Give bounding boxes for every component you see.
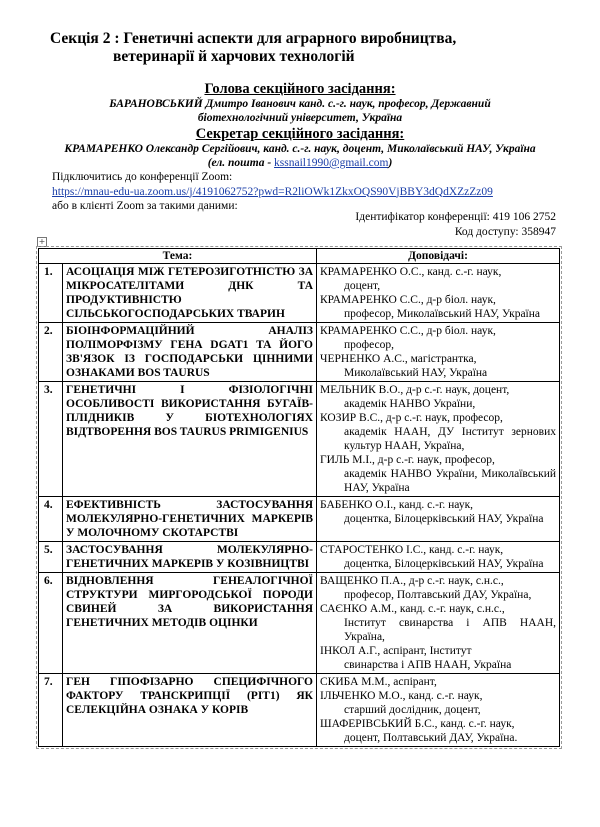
section-title-line1: Секція 2 : Генетичні аспекти для аграрного виробництва, [50, 30, 457, 47]
table-move-handle-icon[interactable]: + [38, 237, 46, 246]
row-speakers [317, 573, 560, 674]
speaker-name: КРАМАРЕНКО О.С., канд. с.-г. наук, [320, 266, 502, 278]
speaker-name: ГИЛЬ М.І., д-р с.-г. наук, професор, [320, 454, 495, 466]
speaker-affiliation: професор, Миколаївський НАУ, Україна [344, 308, 541, 320]
table-row [39, 573, 560, 674]
row-speakers [317, 674, 560, 747]
speaker-name: ІНКОЛ А.Г., аспірант, Інститут [320, 645, 472, 657]
row-speakers [317, 323, 560, 382]
chair-line1: БАРАНОВСЬКИЙ Дмитро Іванович канд. с.-г. наук, професор, Державний [109, 98, 491, 110]
row-topic: АСОЦІАЦІЯ МІЖ ГЕТЕРОЗИГОТНІСТЮ ЗА МІКРОСАТЕЛІТАМИ ДНК ТА ПРОДУКТИВНІСТЮ СІЛЬСЬКОГОСПОДАРСЬКИХ ТВАРИН [63, 264, 317, 323]
row-speakers [317, 497, 560, 542]
row-topic: ЕФЕКТИВНІСТЬ ЗАСТОСУВАННЯ МОЛЕКУЛЯРНО-ГЕНЕТИЧНИХ МАРКЕРІВ У МОЛОЧНОМУ СКОТАРСТВІ [63, 497, 317, 542]
table-row [39, 497, 560, 542]
speaker-name: МЕЛЬНИК В.О., д-р с.-г. наук, доцент, [320, 384, 510, 396]
row-topic: ЗАСТОСУВАННЯ МОЛЕКУЛЯРНО-ГЕНЕТИЧНИХ МАРКЕРІВ У КОЗІВНИЦТВІ [63, 542, 317, 573]
speaker-name: ШАФЕРІВСЬКИЙ Б.С., канд. с.-г. наук, [320, 718, 515, 730]
row-number: 4. [39, 497, 63, 542]
secretary-email-prefix: (ел. пошта - [207, 157, 275, 169]
row-number: 2. [39, 323, 63, 382]
secretary-heading: Секретар секційного засідання: [195, 126, 405, 142]
speaker-affiliation: професор, Полтавський ДАУ, Україна, [344, 589, 532, 601]
speaker-affiliation: доцентка, Білоцерківський НАУ, Україна [344, 513, 544, 525]
row-speakers [317, 542, 560, 573]
row-topic: ВІДНОВЛЕННЯ ГЕНЕАЛОГІЧНОЇ СТРУКТУРИ МИРГОРОДСЬКОЇ ПОРОДИ СВИНЕЙ ЗА ВИКОРИСТАННЯ ГЕНЕТИЧНИХ МЕТОДІВ ОЦІНКИ [63, 573, 317, 674]
table-row [39, 382, 560, 497]
speaker-affiliation: свинарства і АПВ НААН, Україна [344, 659, 512, 671]
row-topic: ГЕНЕТИЧНІ І ФІЗІОЛОГІЧНІ ОСОБЛИВОСТІ ВИКОРИСТАННЯ БУГАЇВ-ПЛІДНИКІВ У БІОТЕХНОЛОГІЯХ ВІДТВОРЕННЯ BOS TAURUS PRIMIGENIUS [63, 382, 317, 497]
chair-heading: Голова секційного засідання: [204, 81, 396, 97]
table-header-row [39, 249, 560, 264]
access-code: Код доступу: 358947 [454, 226, 556, 238]
speaker-affiliation: Миколаївський НАУ, Україна [344, 367, 488, 379]
secretary-line2 [40, 156, 560, 170]
table-row [39, 542, 560, 573]
chair-line2: біотехнологічний університет, Україна [197, 112, 403, 124]
row-speakers [317, 264, 560, 323]
row-topic: ГЕН ГІПОФІЗАРНО СПЕЦИФІЧНОГО ФАКТОРУ ТРАНСКРИПЦІЇ (PIT1) ЯК СЕЛЕКЦІЙНА ОЗНАКА У КОРІВ [63, 674, 317, 747]
speaker-affiliation: академік НАНВО України, Миколаївський НАУ, Україна [344, 468, 557, 494]
speaker-affiliation: професор, [344, 339, 394, 351]
secretary-email-link[interactable]: kssnail1990@gmail.com [274, 157, 389, 169]
speaker-affiliation: академік НАНВО України, [344, 398, 476, 410]
speaker-affiliation: Інститут свинарства і АПВ НААН, Україна, [344, 617, 557, 643]
secretary-line1: КРАМАРЕНКО Олександр Сергійович, канд. с.-г. наук, доцент, Миколаївський НАУ, Україна [64, 143, 536, 155]
speaker-name: КРАМАРЕНКО С.С., д-р біол. наук, [320, 294, 496, 306]
secretary-email-suffix: ) [388, 157, 393, 169]
table-row [39, 674, 560, 747]
table-body [39, 264, 560, 747]
speaker-name: ЧЕРНЕНКО А.С., магістрантка, [320, 353, 477, 365]
section-title-line2: ветеринарії й харчових технологій [113, 48, 355, 65]
zoom-connect-text: Підключитись до конференції Zoom: [52, 171, 233, 183]
row-number: 1. [39, 264, 63, 323]
speaker-name: КРАМАРЕНКО С.С., д-р біол. наук, [320, 325, 496, 337]
speaker-affiliation: академік НААН, ДУ Інститут зернових культур НААН, Україна, [344, 426, 557, 452]
program-table [38, 248, 560, 747]
speaker-affiliation: доцентка, Білоцерківський НАУ, Україна [344, 558, 544, 570]
column-header-topic: Тема: [39, 249, 317, 264]
speaker-name: СКИБА М.М., аспірант, [320, 676, 437, 688]
zoom-url-link[interactable]: https://mnau-edu-ua.zoom.us/j/4191062752?pwd=R2liOWk1ZkxOQS90VjBBY3dQdXZzZz09 [52, 185, 493, 198]
speaker-affiliation: старший дослідник, доцент, [344, 704, 481, 716]
table-row [39, 264, 560, 323]
row-number: 6. [39, 573, 63, 674]
zoom-info [52, 170, 572, 214]
section-title [50, 30, 570, 66]
speaker-name: СТАРОСТЕНКО І.С., канд. с.-г. наук, [320, 544, 504, 556]
row-number: 5. [39, 542, 63, 573]
speaker-name: КОЗИР В.С., д-р с.-г. наук, професор, [320, 412, 503, 424]
column-header-speakers: Доповідачі: [317, 249, 560, 264]
row-number: 3. [39, 382, 63, 497]
zoom-client-text: або в клієнті Zoom за такими даними: [52, 200, 238, 212]
row-number: 7. [39, 674, 63, 747]
speaker-name: ІЛЬЧЕНКО М.О., канд. с.-г. наук, [320, 690, 483, 702]
speaker-name: САЄНКО А.М., канд. с.-г. наук, с.н.с., [320, 603, 505, 615]
speaker-affiliation: доцент, Полтавський ДАУ, Україна. [344, 732, 518, 744]
conference-id: Ідентифікатор конференції: 419 106 2752 [355, 211, 556, 223]
row-speakers [317, 382, 560, 497]
speaker-affiliation: доцент, [344, 280, 381, 292]
row-topic: БІОІНФОРМАЦІЙНИЙ АНАЛІЗ ПОЛІМОРФІЗМУ ГЕНА DGAT1 ТА ЙОГО ЗВ'ЯЗОК ІЗ ГОСПОДАРСЬКИ ЦІННИМИ ОЗНАКАМИ BOS TAURUS [63, 323, 317, 382]
table-row [39, 323, 560, 382]
speaker-name: ВАЩЕНКО П.А., д-р с.-г. наук, с.н.с., [320, 575, 504, 587]
speaker-name: БАБЕНКО О.І., канд. с.-г. наук, [320, 499, 474, 511]
